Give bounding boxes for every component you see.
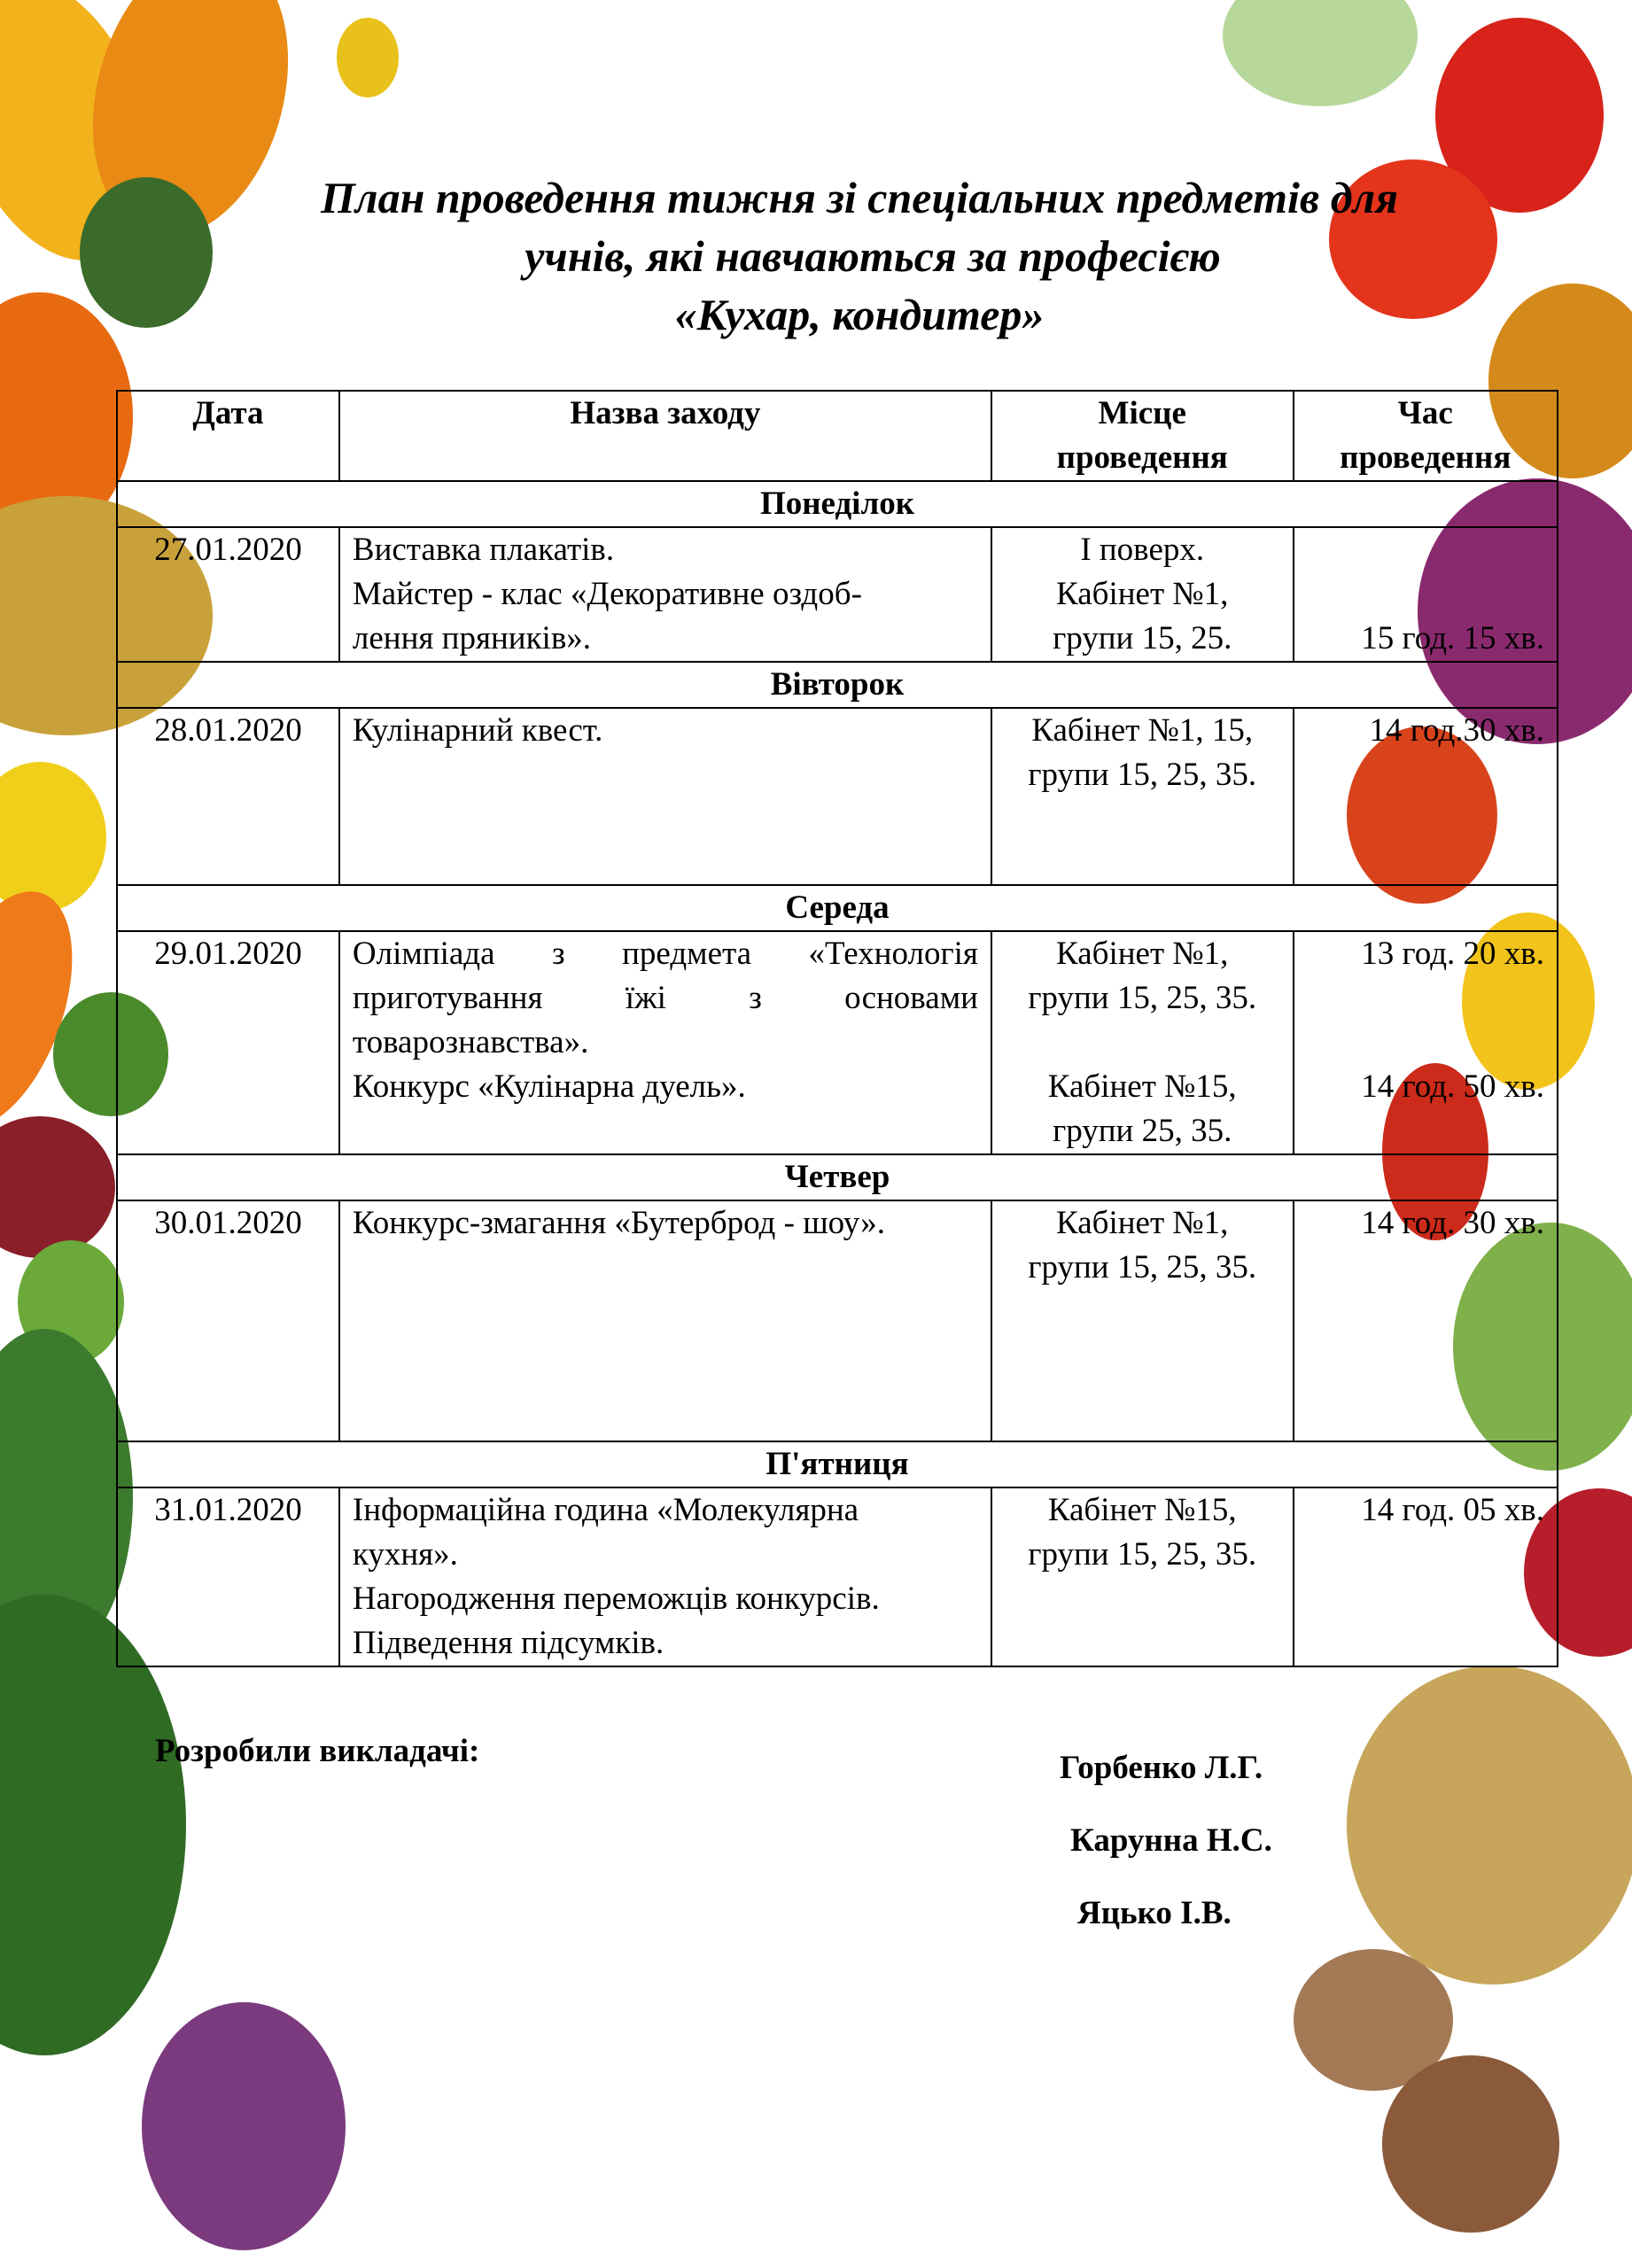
schedule-table (116, 390, 1558, 1667)
day-row-tuesday: Вівторок (117, 662, 1558, 708)
title-line-3: «Кухар, кондитер» (674, 290, 1045, 339)
day-row-thursday: Четвер (117, 1154, 1558, 1200)
event-time: 14 год. 05 хв. (1294, 1487, 1558, 1666)
event-time: 14 год. 30 хв. (1294, 1200, 1558, 1441)
event-time: 15 год. 15 хв. (1294, 527, 1558, 662)
author-name: Яцько І.В. (1077, 1895, 1232, 1931)
author-name: Горбенко Л.Г. (1060, 1750, 1263, 1786)
header-place: Місце проведення (991, 391, 1294, 481)
event-place: І поверх. Кабінет №1, групи 15, 25. (991, 527, 1294, 662)
event-name: Виставка плакатів. Майстер - клас «Декоративне оздоб- лення пряників». (339, 527, 991, 662)
header-name: Назва заходу (339, 391, 991, 481)
header-date: Дата (117, 391, 339, 481)
table-row (117, 708, 1558, 885)
day-row-wednesday: Середа (117, 885, 1558, 931)
event-name: Кулінарний квест. (339, 708, 991, 885)
event-date: 27.01.2020 (117, 527, 339, 662)
document-title (142, 168, 1577, 344)
event-name: Інформаційна година «Молекулярна кухня». Нагородження переможців конкурсів. Підведення підсумків. (339, 1487, 991, 1666)
event-place: Кабінет №1, групи 15, 25, 35. (991, 1200, 1294, 1441)
event-date: 30.01.2020 (117, 1200, 339, 1441)
event-place: Кабінет №1, групи 15, 25, 35. Кабінет №15, групи 25, 35. (991, 931, 1294, 1154)
table-row (117, 1200, 1558, 1441)
event-date: 31.01.2020 (117, 1487, 339, 1666)
header-time: Час проведення (1294, 391, 1558, 481)
event-date: 28.01.2020 (117, 708, 339, 885)
event-name: Олімпіада з предмета «Технологія приготування їжі з основами товарознавства». Конкурс «Кулінарна дуель». (339, 931, 991, 1154)
developed-by-label: Розробили викладачі: (155, 1733, 480, 1769)
title-line-1: План проведення тижня зі спеціальних предметів для (321, 173, 1398, 222)
event-place: Кабінет №1, 15, групи 15, 25, 35. (991, 708, 1294, 885)
table-row (117, 931, 1558, 1154)
event-time: 13 год. 20 хв. 14 год. 50 хв. (1294, 931, 1558, 1154)
table-row (117, 527, 1558, 662)
table-row (117, 1487, 1558, 1666)
author-name: Карунна Н.С. (1070, 1822, 1272, 1859)
event-name: Конкурс-змагання «Бутерброд - шоу». (339, 1200, 991, 1441)
event-place: Кабінет №15, групи 15, 25, 35. (991, 1487, 1294, 1666)
title-line-2: учнів, які навчаються за професією (525, 231, 1221, 281)
table-header-row (117, 391, 1558, 481)
day-row-monday: Понеділок (117, 481, 1558, 527)
event-time: 14 год.30 хв. (1294, 708, 1558, 885)
day-row-friday: П'ятниця (117, 1441, 1558, 1487)
authors-list (1060, 1732, 1272, 1950)
event-date: 29.01.2020 (117, 931, 339, 1154)
